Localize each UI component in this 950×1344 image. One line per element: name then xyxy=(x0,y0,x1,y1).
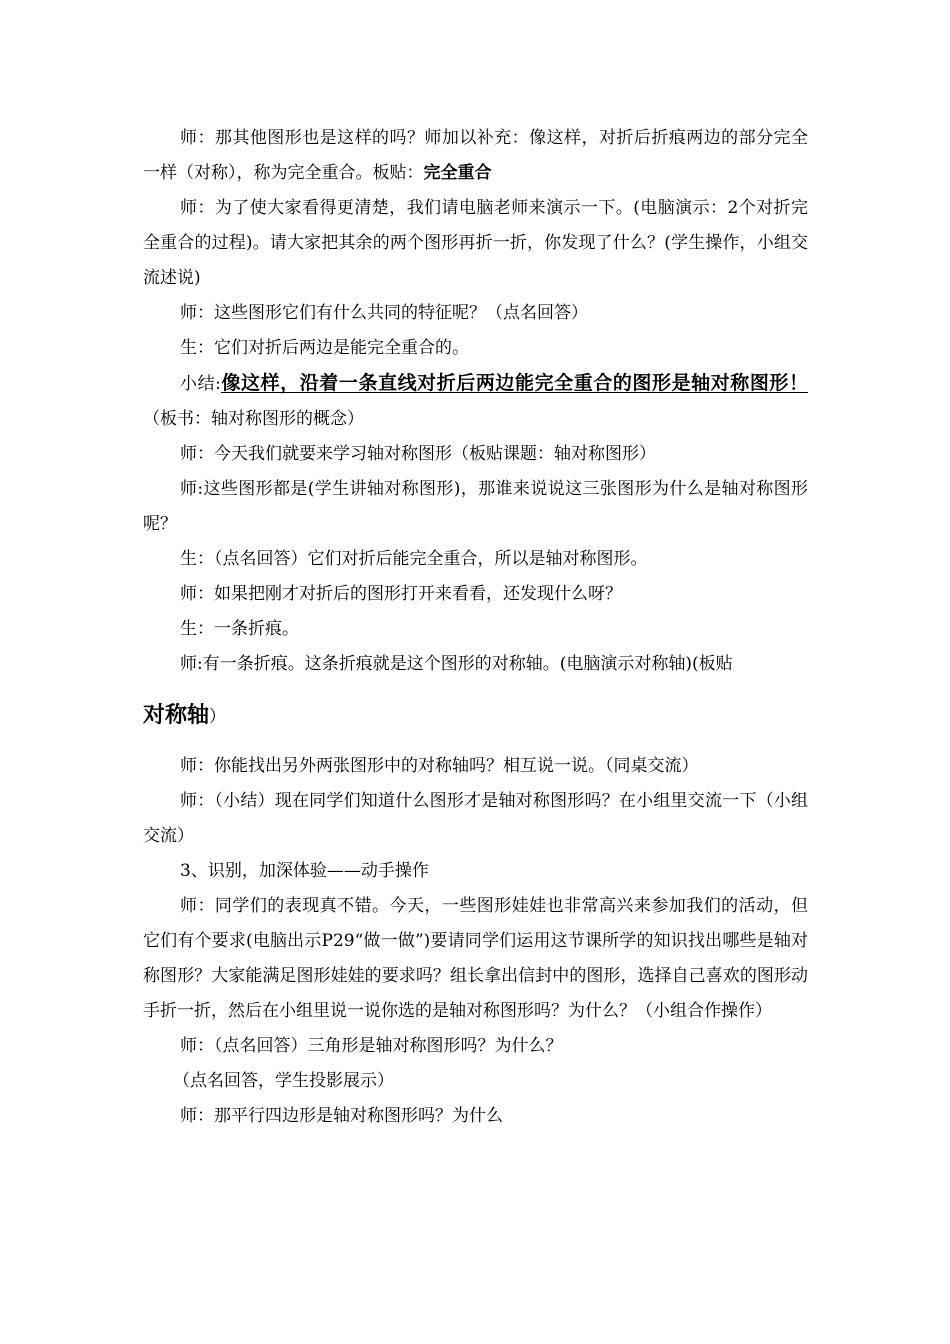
paragraph: （点名回答，学生投影展示） xyxy=(173,1071,394,1091)
paragraph: 师：同学们的表现真不错。今天，一些图形娃娃也非常高兴来参加我们的活动，但它们有个要求(电脑出示P29“做一做”)要请同学们运用这节课所学的知识找出哪些是轴对称图形？大家能满足图形娃娃的要求吗？组长拿出信封中的图形，选择自己喜欢的图形动手折一折，然后在小组里说一说你选的是轴对称图形吗？为什么？（小组合作操作） xyxy=(143,896,808,1021)
bold-term: 完全重合 xyxy=(423,163,492,183)
paragraph: 师：为了使大家看得更清楚，我们请电脑老师来演示一下。(电脑演示：2个对折完全重合的过程)。请大家把其余的两个图形再折一折，你发现了什么？(学生操作，小组交流述说) xyxy=(143,198,808,288)
paragraph: 师：（点名回答）三角形是轴对称图形吗？为什么？ xyxy=(180,1036,563,1056)
paragraph: 师:有一条折痕。这条折痕就是这个图形的对称轴。(电脑演示对称轴)(板贴 xyxy=(180,654,733,674)
paragraph: 师:这些图形都是(学生讲轴对称图形)，那谁来说说这三张图形为什么是轴对称图形呢？ xyxy=(143,479,808,534)
paragraph: 师：这些图形它们有什么共同的特征呢？（点名回答） xyxy=(180,303,588,323)
lesson-text xyxy=(143,121,808,1134)
paragraph: 对称轴） xyxy=(143,703,227,728)
paragraph: 师：（小结）现在同学们知道什么图形才是轴对称图形吗？在小组里交流一下（小组交流） xyxy=(143,791,808,846)
definition-text: 像这样，沿着一条直线对折后两边能完全重合的图形是轴对称图形！ xyxy=(220,372,808,394)
summary-paragraph: 小结:像这样，沿着一条直线对折后两边能完全重合的图形是轴对称图形！（板书：轴对称图形的概念） xyxy=(143,372,808,429)
bold-term: 对称轴 xyxy=(143,703,210,728)
paragraph: 师：那平行四边形是轴对称图形吗？为什么 xyxy=(180,1106,503,1126)
paragraph: 师：你能找出另外两张图形中的对称轴吗？相互说一说。（同桌交流） xyxy=(180,756,699,776)
section-heading: 3、识别，加深体验——动手操作 xyxy=(180,861,429,881)
paragraph: 生：一条折痕。 xyxy=(180,619,299,639)
paragraph: 师：如果把刚才对折后的图形打开来看看，还发现什么呀？ xyxy=(180,584,622,604)
paragraph: 师：今天我们就要来学习轴对称图形（板贴课题：轴对称图形） xyxy=(180,444,656,464)
paragraph: 师：那其他图形也是这样的吗？师加以补充：像这样，对折后折痕两边的部分完全一样（对称），称为完全重合。板贴：完全重合 xyxy=(143,128,808,183)
paragraph: 生：它们对折后两边是能完全重合的。 xyxy=(180,338,469,358)
paragraph: 生：（点名回答）它们对折后能完全重合，所以是轴对称图形。 xyxy=(180,549,648,569)
